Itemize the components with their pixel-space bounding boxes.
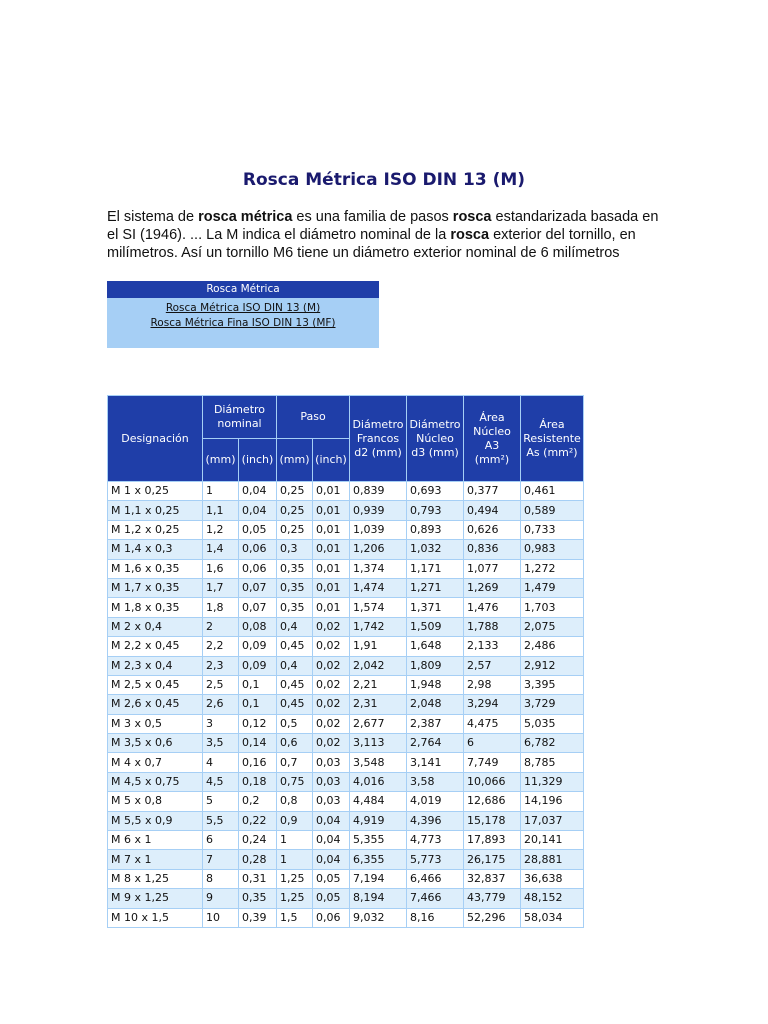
table-cell: 10,066 bbox=[464, 772, 521, 791]
table-cell: 1,476 bbox=[464, 598, 521, 617]
table-cell: 1,039 bbox=[350, 520, 407, 539]
table-cell: M 1,2 x 0,25 bbox=[108, 520, 203, 539]
table-row bbox=[108, 753, 584, 772]
table-cell: 0,12 bbox=[239, 714, 277, 733]
table-cell: 0,02 bbox=[313, 714, 350, 733]
table-cell: 3,141 bbox=[407, 753, 464, 772]
table-cell: 0,02 bbox=[313, 617, 350, 636]
table-cell: 3,729 bbox=[521, 695, 584, 714]
table-row bbox=[108, 850, 584, 869]
table-cell: 0,25 bbox=[277, 520, 313, 539]
table-cell: 15,178 bbox=[464, 811, 521, 830]
table-cell: 0,4 bbox=[277, 656, 313, 675]
table-cell: 2,21 bbox=[350, 675, 407, 694]
table-cell: 4,5 bbox=[203, 772, 239, 791]
table-cell: 1,25 bbox=[277, 869, 313, 888]
table-cell: 6,466 bbox=[407, 869, 464, 888]
table-cell: 8 bbox=[203, 869, 239, 888]
table-cell: 1,648 bbox=[407, 637, 464, 656]
table-cell: 0,35 bbox=[239, 889, 277, 908]
table-cell: 0,02 bbox=[313, 656, 350, 675]
table-row bbox=[108, 482, 584, 501]
table-row bbox=[108, 675, 584, 694]
table-cell: 4,396 bbox=[407, 811, 464, 830]
table-cell: 58,034 bbox=[521, 908, 584, 927]
table-row bbox=[108, 811, 584, 830]
intro-text: El sistema de bbox=[107, 209, 199, 225]
table-cell: 1,574 bbox=[350, 598, 407, 617]
table-cell: 10 bbox=[203, 908, 239, 927]
table-cell: 2,048 bbox=[407, 695, 464, 714]
table-cell: 0,693 bbox=[407, 482, 464, 501]
table-cell: 0,01 bbox=[313, 578, 350, 597]
table-cell: 0,22 bbox=[239, 811, 277, 830]
table-row bbox=[108, 695, 584, 714]
table-cell: 2,133 bbox=[464, 637, 521, 656]
table-cell: M 1,8 x 0,35 bbox=[108, 598, 203, 617]
table-cell: 1,206 bbox=[350, 540, 407, 559]
table-cell: 6 bbox=[203, 831, 239, 850]
table-row bbox=[108, 831, 584, 850]
table-cell: 1,7 bbox=[203, 578, 239, 597]
table-cell: 0,01 bbox=[313, 501, 350, 520]
table-cell: 1,742 bbox=[350, 617, 407, 636]
intro-bold: rosca bbox=[450, 227, 490, 243]
table-cell: 1,371 bbox=[407, 598, 464, 617]
table-cell: 1,474 bbox=[350, 578, 407, 597]
table-cell: 3,113 bbox=[350, 734, 407, 753]
table-cell: 2,57 bbox=[464, 656, 521, 675]
table-cell: M 5,5 x 0,9 bbox=[108, 811, 203, 830]
table-cell: 0,18 bbox=[239, 772, 277, 791]
table-cell: 3,548 bbox=[350, 753, 407, 772]
table-cell: 0,01 bbox=[313, 540, 350, 559]
table-cell: 1,272 bbox=[521, 559, 584, 578]
table-cell: M 3 x 0,5 bbox=[108, 714, 203, 733]
table-cell: 36,638 bbox=[521, 869, 584, 888]
table-cell: 1,1 bbox=[203, 501, 239, 520]
table-cell: 0,983 bbox=[521, 540, 584, 559]
table-cell: 1,2 bbox=[203, 520, 239, 539]
table-cell: M 2 x 0,4 bbox=[108, 617, 203, 636]
table-cell: 26,175 bbox=[464, 850, 521, 869]
table-cell: 0,793 bbox=[407, 501, 464, 520]
table-cell: 0,06 bbox=[239, 540, 277, 559]
table-cell: 1,171 bbox=[407, 559, 464, 578]
table-cell: 28,881 bbox=[521, 850, 584, 869]
col-diametro-nucleo: Diámetro Núcleo d3 (mm) bbox=[407, 396, 464, 482]
table-cell: 8,785 bbox=[521, 753, 584, 772]
table-cell: 0,9 bbox=[277, 811, 313, 830]
table-cell: 3,294 bbox=[464, 695, 521, 714]
table-cell: 0,04 bbox=[239, 482, 277, 501]
table-cell: 0,461 bbox=[521, 482, 584, 501]
table-cell: 7,194 bbox=[350, 869, 407, 888]
intro-paragraph bbox=[107, 208, 667, 262]
table-cell: 0,05 bbox=[239, 520, 277, 539]
table-row bbox=[108, 792, 584, 811]
nav-link-metric-fine[interactable]: Rosca Métrica Fina ISO DIN 13 (MF) bbox=[150, 317, 336, 329]
table-cell: 0,08 bbox=[239, 617, 277, 636]
table-cell: 2,912 bbox=[521, 656, 584, 675]
table-cell: 1,788 bbox=[464, 617, 521, 636]
table-cell: 3,58 bbox=[407, 772, 464, 791]
thread-table bbox=[107, 395, 584, 928]
table-cell: 2,042 bbox=[350, 656, 407, 675]
table-cell: 0,39 bbox=[239, 908, 277, 927]
table-cell: M 2,2 x 0,45 bbox=[108, 637, 203, 656]
col-unit-mm: (mm) bbox=[277, 439, 313, 482]
table-cell: 3,5 bbox=[203, 734, 239, 753]
table-cell: 43,779 bbox=[464, 889, 521, 908]
intro-text: exterior del tornillo, en milímetros. Así un tornillo M6 tiene un diámetro exterior nominal de 6 milímetros bbox=[107, 227, 636, 261]
table-cell: 1,948 bbox=[407, 675, 464, 694]
table-cell: 7,749 bbox=[464, 753, 521, 772]
table-cell: 5,773 bbox=[407, 850, 464, 869]
table-cell: 3,395 bbox=[521, 675, 584, 694]
table-cell: 0,893 bbox=[407, 520, 464, 539]
table-cell: 0,31 bbox=[239, 869, 277, 888]
nav-links bbox=[107, 298, 379, 331]
col-area-resistente: Área Resistente As (mm²) bbox=[521, 396, 584, 482]
table-cell: 1 bbox=[203, 482, 239, 501]
table-cell: 7,466 bbox=[407, 889, 464, 908]
table-cell: M 1,4 x 0,3 bbox=[108, 540, 203, 559]
table-cell: 0,35 bbox=[277, 598, 313, 617]
table-cell: 5,035 bbox=[521, 714, 584, 733]
table-cell: M 1 x 0,25 bbox=[108, 482, 203, 501]
table-row bbox=[108, 908, 584, 927]
col-unit-mm: (mm) bbox=[203, 439, 239, 482]
table-cell: 0,45 bbox=[277, 675, 313, 694]
table-cell: 2,075 bbox=[521, 617, 584, 636]
intro-text: estandarizada basada en el SI (1946). ... La M indica el diámetro nominal de la bbox=[107, 209, 659, 243]
table-cell: 5 bbox=[203, 792, 239, 811]
table-cell: 0,01 bbox=[313, 520, 350, 539]
table-cell: 6,782 bbox=[521, 734, 584, 753]
col-area-nucleo: Área Núcleo A3 (mm²) bbox=[464, 396, 521, 482]
table-cell: 1 bbox=[277, 831, 313, 850]
table-cell: M 6 x 1 bbox=[108, 831, 203, 850]
table-cell: 0,1 bbox=[239, 695, 277, 714]
table-cell: 9 bbox=[203, 889, 239, 908]
table-cell: 0,1 bbox=[239, 675, 277, 694]
table-cell: 1,809 bbox=[407, 656, 464, 675]
table-cell: M 9 x 1,25 bbox=[108, 889, 203, 908]
table-cell: 2,387 bbox=[407, 714, 464, 733]
table-cell: 14,196 bbox=[521, 792, 584, 811]
col-diametro-francos: Diámetro Francos d2 (mm) bbox=[350, 396, 407, 482]
table-cell: 1,271 bbox=[407, 578, 464, 597]
table-cell: 0,03 bbox=[313, 753, 350, 772]
table-cell: 0,7 bbox=[277, 753, 313, 772]
table-cell: 1,374 bbox=[350, 559, 407, 578]
table-cell: 17,037 bbox=[521, 811, 584, 830]
table-cell: 0,28 bbox=[239, 850, 277, 869]
table-cell: 1,032 bbox=[407, 540, 464, 559]
table-cell: 0,16 bbox=[239, 753, 277, 772]
table-row bbox=[108, 656, 584, 675]
table-cell: 0,25 bbox=[277, 482, 313, 501]
table-cell: 5,355 bbox=[350, 831, 407, 850]
table-cell: 0,836 bbox=[464, 540, 521, 559]
table-cell: 2,3 bbox=[203, 656, 239, 675]
table-cell: 0,02 bbox=[313, 675, 350, 694]
table-cell: M 1,1 x 0,25 bbox=[108, 501, 203, 520]
nav-link-metric[interactable]: Rosca Métrica ISO DIN 13 (M) bbox=[165, 302, 321, 314]
table-cell: 0,04 bbox=[313, 831, 350, 850]
table-cell: 0,01 bbox=[313, 482, 350, 501]
table-cell: 0,494 bbox=[464, 501, 521, 520]
table-cell: M 2,6 x 0,45 bbox=[108, 695, 203, 714]
table-cell: 2,486 bbox=[521, 637, 584, 656]
table-row bbox=[108, 578, 584, 597]
table-cell: 6 bbox=[464, 734, 521, 753]
table-cell: 4,016 bbox=[350, 772, 407, 791]
table-cell: 2,677 bbox=[350, 714, 407, 733]
table-cell: 0,3 bbox=[277, 540, 313, 559]
table-cell: M 5 x 0,8 bbox=[108, 792, 203, 811]
table-cell: M 2,3 x 0,4 bbox=[108, 656, 203, 675]
table-cell: 0,01 bbox=[313, 598, 350, 617]
table-cell: 0,06 bbox=[313, 908, 350, 927]
table-cell: 1,509 bbox=[407, 617, 464, 636]
table-cell: 0,733 bbox=[521, 520, 584, 539]
table-cell: 3 bbox=[203, 714, 239, 733]
intro-text: es una familia de pasos bbox=[292, 209, 453, 225]
table-cell: 4,475 bbox=[464, 714, 521, 733]
table-cell: 0,05 bbox=[313, 869, 350, 888]
table-cell: 1,703 bbox=[521, 598, 584, 617]
table-cell: 0,04 bbox=[313, 850, 350, 869]
table-cell: M 4,5 x 0,75 bbox=[108, 772, 203, 791]
table-cell: 4 bbox=[203, 753, 239, 772]
table-row bbox=[108, 772, 584, 791]
table-cell: 0,25 bbox=[277, 501, 313, 520]
table-cell: 32,837 bbox=[464, 869, 521, 888]
table-cell: 0,14 bbox=[239, 734, 277, 753]
table-cell: 0,8 bbox=[277, 792, 313, 811]
intro-bold: rosca bbox=[452, 209, 492, 225]
table-cell: M 3,5 x 0,6 bbox=[108, 734, 203, 753]
table-row bbox=[108, 617, 584, 636]
table-cell: 0,589 bbox=[521, 501, 584, 520]
table-cell: 4,919 bbox=[350, 811, 407, 830]
table-cell: 0,5 bbox=[277, 714, 313, 733]
table-cell: 48,152 bbox=[521, 889, 584, 908]
col-paso: Paso bbox=[277, 396, 350, 439]
table-cell: 2,5 bbox=[203, 675, 239, 694]
table-cell: 0,24 bbox=[239, 831, 277, 850]
table-cell: 2,764 bbox=[407, 734, 464, 753]
nav-header: Rosca Métrica bbox=[107, 281, 379, 298]
table-row bbox=[108, 501, 584, 520]
table-cell: 0,4 bbox=[277, 617, 313, 636]
table-cell: 1,4 bbox=[203, 540, 239, 559]
table-cell: 2,6 bbox=[203, 695, 239, 714]
table-cell: M 7 x 1 bbox=[108, 850, 203, 869]
col-designacion: Designación bbox=[108, 396, 203, 482]
table-cell: 0,45 bbox=[277, 695, 313, 714]
table-cell: 0,02 bbox=[313, 637, 350, 656]
table-cell: 2,2 bbox=[203, 637, 239, 656]
table-cell: 9,032 bbox=[350, 908, 407, 927]
table-cell: 0,04 bbox=[239, 501, 277, 520]
table-cell: 1,25 bbox=[277, 889, 313, 908]
table-cell: 6,355 bbox=[350, 850, 407, 869]
table-cell: M 4 x 0,7 bbox=[108, 753, 203, 772]
table-row bbox=[108, 559, 584, 578]
table-cell: 11,329 bbox=[521, 772, 584, 791]
table-cell: M 1,7 x 0,35 bbox=[108, 578, 203, 597]
table-body bbox=[108, 482, 584, 928]
table-cell: M 2,5 x 0,45 bbox=[108, 675, 203, 694]
table-cell: 0,939 bbox=[350, 501, 407, 520]
table-row bbox=[108, 540, 584, 559]
table-row bbox=[108, 598, 584, 617]
table-cell: 2,98 bbox=[464, 675, 521, 694]
table-cell: 0,09 bbox=[239, 637, 277, 656]
table-cell: 0,05 bbox=[313, 889, 350, 908]
table-cell: 4,019 bbox=[407, 792, 464, 811]
thread-nav-box bbox=[107, 281, 379, 348]
table-cell: 1,6 bbox=[203, 559, 239, 578]
table-cell: 0,377 bbox=[464, 482, 521, 501]
table-cell: 1,479 bbox=[521, 578, 584, 597]
table-cell: 17,893 bbox=[464, 831, 521, 850]
table-cell: 0,02 bbox=[313, 734, 350, 753]
table-row bbox=[108, 734, 584, 753]
table-cell: 1,269 bbox=[464, 578, 521, 597]
table-cell: 0,02 bbox=[313, 695, 350, 714]
table-cell: 1,8 bbox=[203, 598, 239, 617]
table-cell: M 8 x 1,25 bbox=[108, 869, 203, 888]
table-cell: 0,626 bbox=[464, 520, 521, 539]
table-cell: 0,03 bbox=[313, 792, 350, 811]
col-unit-inch: (inch) bbox=[313, 439, 350, 482]
table-cell: 0,35 bbox=[277, 578, 313, 597]
table-cell: 4,773 bbox=[407, 831, 464, 850]
col-diametro-nominal: Diámetro nominal bbox=[203, 396, 277, 439]
table-cell: 4,484 bbox=[350, 792, 407, 811]
table-cell: 0,35 bbox=[277, 559, 313, 578]
table-cell: M 1,6 x 0,35 bbox=[108, 559, 203, 578]
table-row bbox=[108, 714, 584, 733]
table-cell: 0,04 bbox=[313, 811, 350, 830]
table-cell: 0,09 bbox=[239, 656, 277, 675]
table-row bbox=[108, 520, 584, 539]
page-title: Rosca Métrica ISO DIN 13 (M) bbox=[242, 170, 526, 190]
table-cell: 12,686 bbox=[464, 792, 521, 811]
table-cell: 1,5 bbox=[277, 908, 313, 927]
table-cell: 0,2 bbox=[239, 792, 277, 811]
table-cell: 0,839 bbox=[350, 482, 407, 501]
table-cell: 8,16 bbox=[407, 908, 464, 927]
table-cell: M 10 x 1,5 bbox=[108, 908, 203, 927]
table-row bbox=[108, 889, 584, 908]
table-cell: 2,31 bbox=[350, 695, 407, 714]
table-cell: 1,077 bbox=[464, 559, 521, 578]
table-cell: 0,07 bbox=[239, 598, 277, 617]
table-cell: 0,01 bbox=[313, 559, 350, 578]
table-cell: 0,45 bbox=[277, 637, 313, 656]
table-cell: 20,141 bbox=[521, 831, 584, 850]
table-cell: 0,03 bbox=[313, 772, 350, 791]
table-cell: 1,91 bbox=[350, 637, 407, 656]
col-unit-inch: (inch) bbox=[239, 439, 277, 482]
table-cell: 7 bbox=[203, 850, 239, 869]
table-cell: 0,07 bbox=[239, 578, 277, 597]
table-row bbox=[108, 869, 584, 888]
table-cell: 5,5 bbox=[203, 811, 239, 830]
table-cell: 0,6 bbox=[277, 734, 313, 753]
table-cell: 2 bbox=[203, 617, 239, 636]
table-cell: 52,296 bbox=[464, 908, 521, 927]
table-cell: 0,06 bbox=[239, 559, 277, 578]
table-cell: 8,194 bbox=[350, 889, 407, 908]
intro-bold: rosca métrica bbox=[198, 209, 293, 225]
table-cell: 1 bbox=[277, 850, 313, 869]
table-cell: 0,75 bbox=[277, 772, 313, 791]
table-row bbox=[108, 637, 584, 656]
